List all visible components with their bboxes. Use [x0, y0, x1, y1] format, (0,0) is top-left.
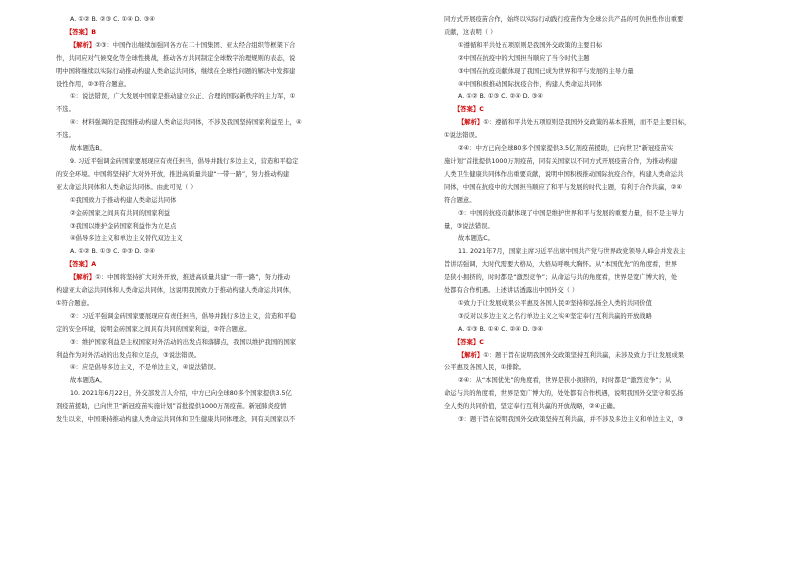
text-line-ans: 【答案】A	[66, 261, 97, 269]
text-line-para: 作，共同应对气候变化等全球性挑战，推动各方共同制定全球数字治理规则的表态，说	[56, 54, 296, 62]
text-line-para: 定的安全环境，说明金砖国家之间具有共同的国家利益，②符合题意。	[56, 325, 251, 333]
text-line-ind: 故本题选B。	[70, 145, 106, 153]
text-line-ind: ①：说法错误，广大发展中国家是推动建立公正、合理的国际新秩序的主力军，①	[70, 93, 296, 101]
text-line-para: 旨讲话强调，大时代需要大格局，大格局呼唤大胸怀。从“本国优先”的角度看，世界	[444, 261, 678, 269]
text-line-para: 的安全环境。中国将坚持扩大对外开放，推进高质量共建“一带一路”，努力推动构建	[56, 170, 290, 178]
text-line-ind: ②金砖国家之间具有共同的国家利益	[70, 209, 171, 217]
text-line-ind: ④：材料强调的是我国推动构建人类命运共同体，不涉及我国坚持国家利益至上，④	[70, 119, 302, 127]
text-line-para: 剂疫苗援助，已向世卫“新冠疫苗实施计划”首批提供1000万剂疫苗。新冠肺炎疫情	[56, 403, 287, 411]
text-line-para: 符合题意。	[444, 196, 476, 204]
text-line-ans: 【答案】B	[66, 28, 96, 36]
text-line-ans: 【答案】C	[454, 338, 484, 346]
analysis-text: ①：遵循和平共处五项原则是我国外交政策的基本准则，而不是主要目标，	[483, 119, 691, 127]
text-line-ind: ④中国积极推动国际抗疫合作，构建人类命运共同体	[458, 80, 603, 88]
analysis-label: 【解析】	[458, 351, 484, 359]
analysis-text: ②③：中国作出继续加强同各方在二十国集团、亚太经合组织等框架下合	[95, 41, 296, 49]
text-line-para: 发生以来，中国秉持推动构建人类命运共同体和卫生健康共同体理念，同有关国家以不	[56, 416, 296, 424]
analysis-text: ①：题干旨在说明我国外交政策坚持互利共赢，未涉及致力于让发展成果	[483, 351, 685, 359]
text-line-para: 命运与共的角度看，世界是宽广博大的，处处都有合作机遇，说明我国外交坚守和弘扬	[444, 390, 684, 398]
analysis-label: 【解析】	[70, 274, 96, 282]
text-line-opt: A. ①③ B. ①④ C. ②④ D. ③④	[458, 325, 543, 333]
text-line-ind: ③：题干旨在说明我国外交政策坚持互利共赢，并不涉及多边主义和单边主义，③	[458, 416, 684, 424]
text-line-ind: ③中国在抗疫贡献体现了我国已成为世界和平与发展的主导力量	[458, 67, 634, 75]
analysis-label: 【解析】	[458, 119, 484, 127]
text-line-ind: ②：习近平强调金砖国家要展现应有责任担当，倡导并践行多边主义，营造和平稳	[70, 312, 297, 320]
text-line-ind: ④：应是倡导多边主义，不是单边主义，④说法错误。	[70, 364, 220, 372]
text-line-opt: A. ①② B. ①③ C. ②④ D. ③④	[458, 93, 543, 101]
text-line-ind: ③我国以维护金砖国家利益作为立足点	[70, 222, 177, 230]
text-line-ind: ①我国致力于推动构建人类命运共同体	[70, 196, 177, 204]
text-line-para: 同方式开展疫苗合作，始终以实际行动践行疫苗作为全球公共产品的可负担性作出重要	[444, 16, 684, 23]
text-line-para: ①符合题意。	[56, 299, 94, 307]
text-line-ind: 故本题选A。	[70, 377, 106, 385]
text-line-ind: ③：维护国家利益是主权国家对外活动的出发点和落脚点，我国以维护我国的国家	[70, 338, 297, 346]
text-line-ind: 故本题选C。	[458, 235, 494, 243]
text-line-expl	[444, 350, 792, 363]
text-line-ind: 10. 2021年6月22日，外交部发言人介绍，中方已向全球80多个国家提供3.5亿	[70, 390, 292, 398]
text-line-ind: ①致力于让发展成果公平惠及各国人民②坚持和弘扬全人类的共同价值	[458, 299, 652, 307]
text-line-ind: ①遵循和平共处五项原则是我国外交政策的主要目标	[458, 41, 603, 49]
text-line-para: 全人类的共同价值，坚定奉行互利共赢的开放战略，②④正确。	[444, 403, 620, 411]
text-line-ind: ②④：从“本国优先”的角度看，世界是狭小拥挤的，时时都是“激烈竞争”；从	[458, 377, 672, 385]
text-line-ind: ③反对以多边主义之名行单边主义之实④坚定奉行互利共赢的开放战略	[458, 312, 652, 320]
text-line-para: 人类卫生健康共同体作出重要贡献，说明中国积极推动国际抗疫合作，构建人类命运共	[444, 170, 684, 178]
text-line-ind: ②④：中方已向全球80多个国家提供3.5亿剂疫苗援助，已向世卫“新冠疫苗实	[458, 145, 674, 153]
text-line-para: 明中国将继续以实际行动推动构建人类命运共同体，继续在全球性问题的解决中发挥建	[56, 67, 296, 75]
right-column	[444, 14, 792, 427]
text-line-expl	[56, 272, 404, 285]
text-line-ind: ②中国在抗疫中的大国担当顺应了当今时代主题	[458, 54, 590, 62]
text-line-para: 是狭小拥挤的，时时都是“激烈竞争”；从命运与共的角度看，世界是宽广博大的，处	[444, 274, 678, 282]
text-line-para: 量，③说法错误。	[444, 222, 494, 230]
text-line-para: 利益作为对外活动的出发点和立足点，③说法错误。	[56, 351, 201, 359]
text-line-expl	[56, 40, 404, 53]
text-line-ind: 9. 习近平强调金砖国家要展现应有责任担当，倡导并践行多边主义，营造和平稳定	[70, 157, 299, 165]
text-line-para: 施计划”首批提供1000万剂疫苗，同有关国家以不同方式开展疫苗合作，为推动构建	[444, 157, 678, 165]
text-line-para: 处都有合作机遇。上述讲话透露出中国外交（ ）	[444, 287, 579, 295]
analysis-text: ①：中国将坚持扩大对外开放，推进高质量共建“一带一路”，努力推动	[95, 274, 290, 282]
text-line-expl	[444, 117, 792, 130]
text-line-ind: ③：中国的抗疫贡献体现了中国是维护世界和平与发展的重要力量，但不是主导力	[458, 209, 685, 217]
text-line-para: 设性作用，②③符合题意。	[56, 80, 131, 88]
text-line-para: 公平惠及各国人民，①排除。	[444, 364, 526, 372]
text-line-ind: 11. 2021年7月，国家主席习近平出席中国共产党与世界政党领导人峰会并发表主	[458, 248, 686, 256]
text-line-para: 亚太命运共同体和人类命运共同体。由此可见（ ）	[56, 183, 197, 191]
text-line-para: 构建亚太命运共同体和人类命运共同体，这说明我国致力于推动构建人类命运共同体，	[56, 287, 296, 295]
text-line-ind: ④倡导多边主义和单边主义替代双边主义	[70, 235, 183, 243]
text-line-para: 不选。	[56, 132, 75, 140]
text-line-opt: A. ①② B. ①③ C. ②③ D. ②④	[70, 248, 155, 256]
text-line-opt: A. ①② B. ②③ C. ①④ D. ③④	[70, 16, 155, 23]
analysis-label: 【解析】	[70, 41, 96, 49]
text-line-para: ①说法错误。	[444, 132, 482, 140]
text-line-para: 贡献，这表明（ ）	[444, 28, 497, 36]
text-line-para: 同体，中国在抗疫中的大国担当顺应了和平与发展的时代主题，有利于合作共赢，②④	[444, 183, 682, 191]
text-line-ans: 【答案】C	[454, 106, 484, 114]
left-column	[56, 14, 404, 427]
text-line-para: 不选。	[56, 106, 75, 114]
